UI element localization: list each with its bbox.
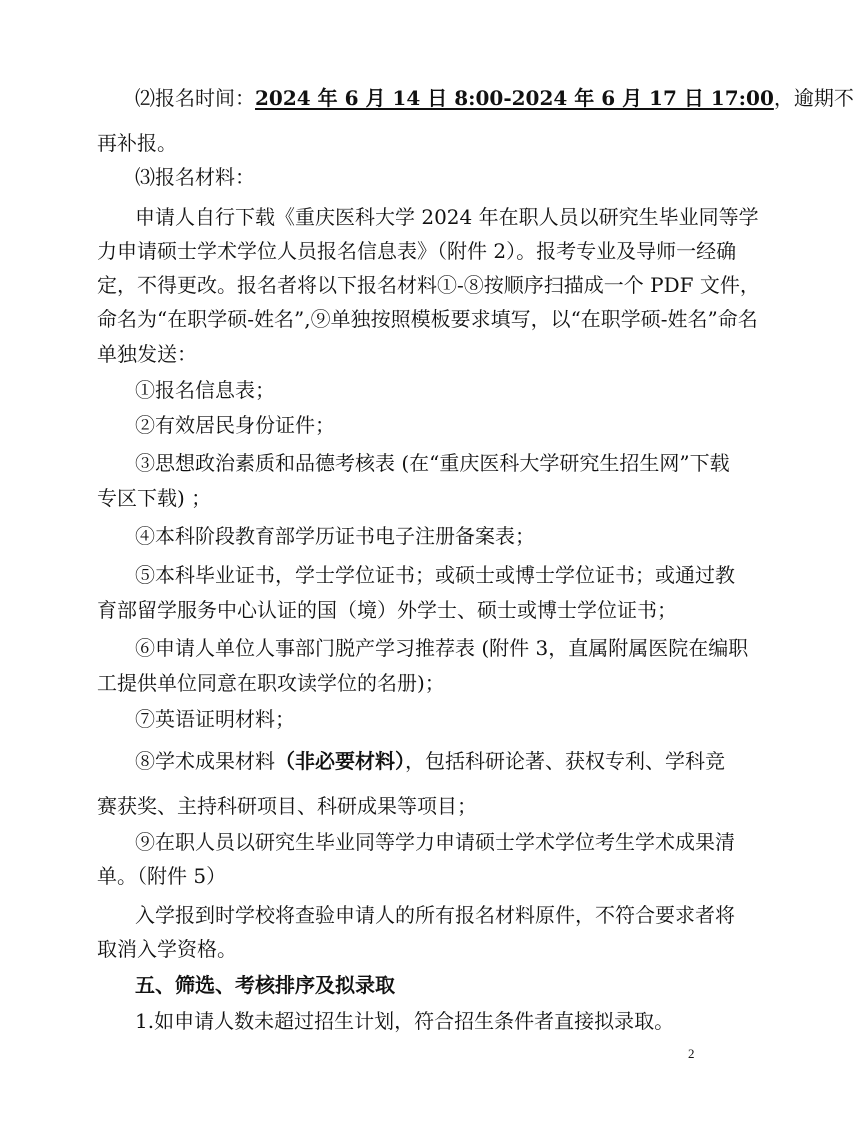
page-number: 2 (688, 1046, 695, 1061)
registration-time-suffix: ，逾期不 (773, 86, 854, 110)
list-item-continuation: 育部留学服务中心认证的国（境）外学士、硕士或博士学位证书； (97, 598, 677, 622)
text-line: 命名为“在职学硕-姓名”,⑨单独按照模板要求填写，以“在职学硕-姓名”命名 (97, 307, 758, 331)
list-item-continuation: 赛获奖、主持科研项目、科研成果等项目； (97, 794, 477, 818)
list-item: ⑥申请人单位人事部门脱产学习推荐表 (附件 3，直属附属医院在编职 (135, 636, 749, 660)
registration-time-label: ⑵报名时间： (135, 86, 255, 110)
list-item-text: ⑧学术成果材料 (135, 749, 275, 773)
text-line: 取消入学资格。 (97, 937, 237, 961)
text-line: 定，不得更改。报名者将以下报名材料①-⑧按顺序扫描成一个 PDF 文件， (97, 273, 760, 297)
list-item (135, 748, 725, 774)
list-item: ⑦英语证明材料； (135, 707, 295, 731)
list-item: ⑤本科毕业证书，学士学位证书；或硕士或博士学位证书；或通过教 (135, 563, 735, 587)
list-item: ②有效居民身份证件； (135, 413, 335, 437)
list-item: ④本科阶段教育部学历证书电子注册备案表； (135, 524, 535, 548)
list-item: ③思想政治素质和品德考核表 (在“重庆医科大学研究生招生网”下载 (135, 451, 730, 475)
text-line: 单独发送： (97, 342, 197, 366)
text-line: 申请人自行下载《重庆医科大学 2024 年在职人员以研究生毕业同等学 (135, 205, 759, 229)
list-item: ⑨在职人员以研究生毕业同等学力申请硕士学术学位考生学术成果清 (135, 830, 735, 854)
list-item: ①报名信息表； (135, 378, 275, 402)
text-line: 再补报。 (97, 131, 177, 155)
list-item-continuation: 专区下载) ； (97, 486, 212, 510)
materials-heading: ⑶报名材料： (135, 165, 255, 189)
text-line: 入学报到时学校将查验申请人的所有报名材料原件，不符合要求者将 (135, 903, 735, 927)
registration-time-line (135, 85, 854, 111)
section-heading: 五、筛选、考核排序及拟录取 (135, 973, 395, 997)
text-line: 力申请硕士学术学位人员报名信息表》（附件 2）。报考专业及导师一经确 (97, 239, 737, 263)
text-line: 1.如申请人数未超过招生计划，符合招生条件者直接拟录取。 (135, 1009, 675, 1033)
optional-note: （非必要材料） (275, 749, 405, 773)
list-item-text: ，包括科研论著、获权专利、学科竞 (405, 749, 725, 773)
list-item-continuation: 工提供单位同意在职攻读学位的名册)； (97, 671, 445, 695)
registration-time-value: 2024 年 6 月 14 日 8:00-2024 年 6 月 17 日 17:00 (255, 86, 774, 110)
list-item-continuation: 单。（附件 5） (97, 864, 227, 888)
